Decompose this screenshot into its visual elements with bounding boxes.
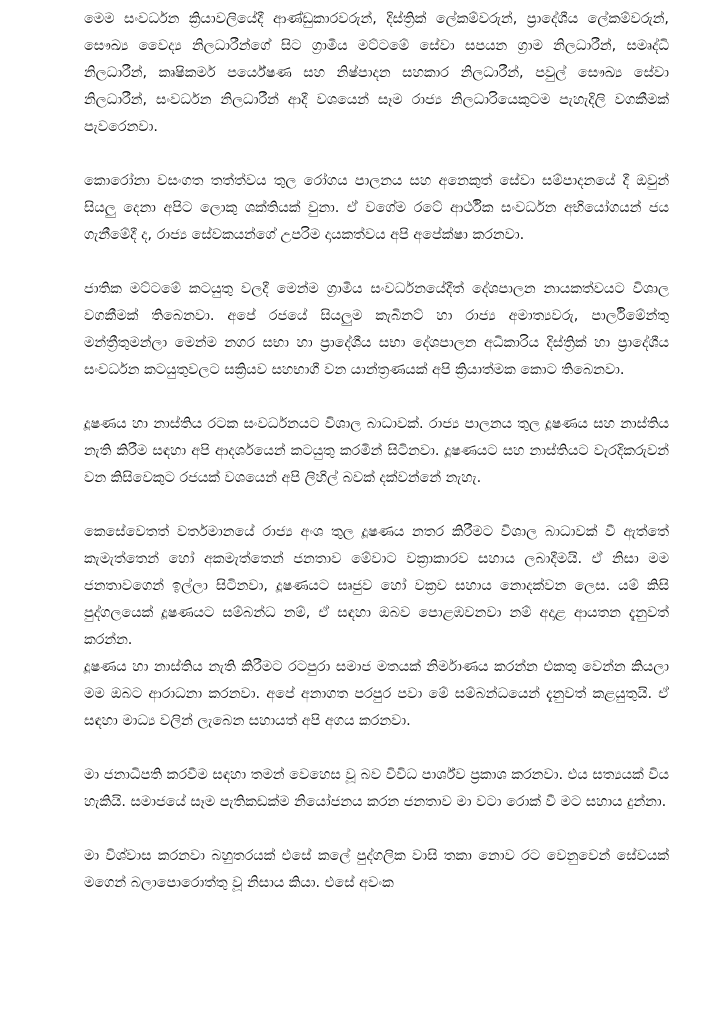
paragraph-majority-belief: මා විශ්වාස කරනවා බහුතරයක් එසේ කලේ පුද්ගලික වාසි තකා නොව රට වෙනුවෙන් සේවයක් මගෙන් බලාපොරොත්තු වූ නිසාය කියා. එසේ අවංක [84, 848, 669, 891]
paragraph-public-support-corruption: කෙසේවෙතත් වර්තමානයේ රාජ්‍ය අංශ තුල දූෂණය නතර කිරීමට විශාල බාධාවක් වී ඇත්තේ කැමැත්තෙන් හෝ අකමැත්තෙන් ජනතාව මේවාට වක්‍රාකාරව සහාය ලබාදීමයි. ඒ නිසා මම ජනතාවගෙන් ඉල්ලා සිටිනවා, දූෂණයට සෘජුව හෝ වක්‍රව සහාය නොදක්වන ලෙස. යම් කිසි පුද්ගලයෙක් දූෂණයට සම්බන්ධ නම්, ඒ සඳහා ඔබව පොළඹවනවා නම් අදාළ ආයතන දැනුවත් කරන්න. [84, 524, 669, 648]
paragraph-social-opinion: දූෂණය හා නාස්තිය නැති කිරීමට රටපුරා සමාජ මතයක් නිර්මාණය කරන්න එකතු වෙන්න කියලා මම ඔබට ආරාධනා කරනවා. අපේ අනාගත පරපුර පවා මේ සම්බන්ධයෙන් දැනුවත් කළයුතුයි. ඒ සඳහා මාධ්‍ය වලින් ලැබෙන සහායත් අපි අගය කරනවා. [84, 659, 669, 729]
paragraph-political-leadership: ජාතික මට්ටමේ කටයුතු වලදී මෙන්ම ග්‍රාමීය සංවර්ධනයේදීත් දේශපාලන නායකත්වයට විශාල වගකීමක් තිබෙනවා. අපේ රජයේ සියලුම කැබිනට් හා රාජ්‍ය අමාත්‍යවරු, පාර්ලිමේන්තු මන්ත්‍රීතුමන්ලා මෙන්ම නගර සභා හා ප්‍රාදේශීය සභා දේශපාලන අධිකාරිය දිස්ත්‍රික් හා ප්‍රාදේශීය සංවර්ධන කටයුතුවලට සක්‍රියව සහභාගී වන යාන්ත්‍රණයක් අපි ක්‍රියාත්මක කොට තිබෙනවා. [84, 281, 669, 378]
paragraph-corona-support: කොරෝනා වසංගත තත්ත්වය තුල රෝගය පාලනය සහ අනෙකුත් සේවා සම්පාදනයේ දී ඔවුන් සියලු දෙනා අපිට ලොකු ශක්තියක් වුනා. ඒ වගේම රටේ ආර්ථික සංවර්ධන අභියෝගයන් ජය ගැනීමේදී ද, රාජ්‍ය සේවකයන්ගේ උපරිම දායකත්වය අපි අපේක්ෂා කරනවා. [84, 173, 669, 243]
paragraph-presidential-support: මා ජනාධිපති කරවීම සඳහා තමන් වෙහෙස වූ බව විවිධ පාර්ශ්ව ප්‍රකාශ කරනවා. එය සත්‍යයක් විය හැකියි. සමාජයේ සෑම පැතිකඩක්ම නියෝජනය කරන ජනතාව මා වටා රොක් වී මට සහාය දුන්නා. [84, 767, 669, 810]
paragraph-corruption-obstacle: දූෂණය හා නාස්තිය රටක සංවර්ධනයට විශාල බාධාවක්. රාජ්‍ය පාලනය තුල දූෂණය සහ නාස්තිය නැති කිරීම සඳහා අපි ආදර්ශයෙන් කටයුතු කරමින් සිටිනවා. දූෂණයට සහ නාස්තියට වැරදිකරුවන් වන කිසිවෙකුට රජයක් වශයෙන් අපි ලිහිල් බවක් දක්වන්නේ නැහැ. [84, 416, 669, 486]
paragraph-officials-responsibility: මෙම සංවර්ධන ක්‍රියාවලියේදී ආණ්ඩුකාරවරුන්, දිස්ත්‍රික් ලේකම්වරුන්, ප්‍රාදේශීය ලේකම්වරුන්, සෞඛ්‍ය වෛද්‍ය නිලධාරීන්ගේ සිට ග්‍රාමීය මට්ටමේ සේවා සපයන ග්‍රාම නිලධාරීන්, සමෘද්ධි නිලධාරීන්, කෘෂිකර්ම පර්යේෂණ සහ නිෂ්පාදන සහකාර නිලධාරීන්, පවුල් සෞඛ්‍ය සේවා නිලධාරීන්, සංවර්ධන නිලධාරීන් ආදී වශයෙන් සෑම රාජ්‍ය නිලධාරියෙකුටම පැහැදිලි වගකීමක් පැවරෙනවා. [84, 11, 669, 135]
